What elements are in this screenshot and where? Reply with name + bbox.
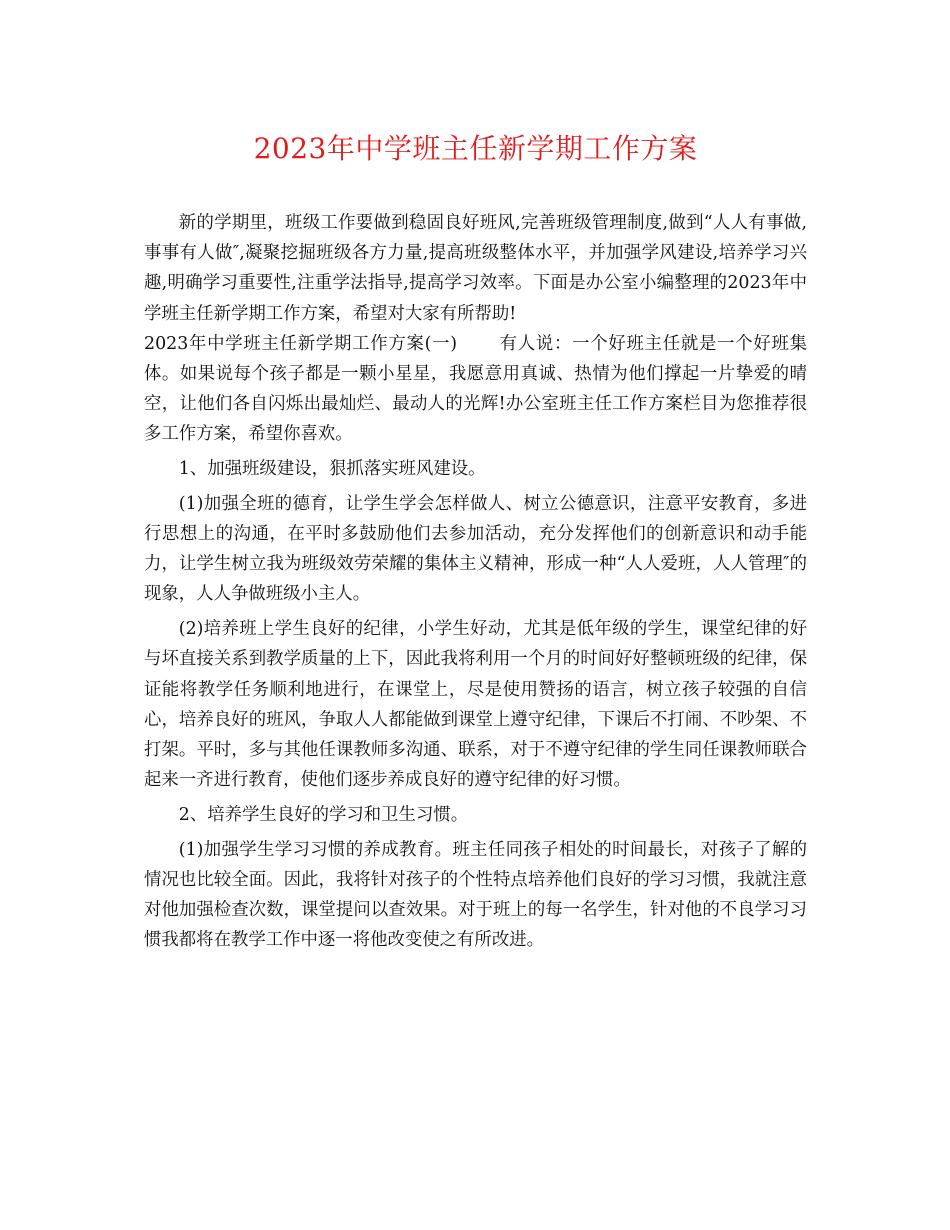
item-1-2-paragraph: (2)培养班上学生良好的纪律，小学生好动，尤其是低年级的学生，课堂纪律的好与坏直接关系到教学质量的上下，因此我将利用一个月的时间好好整顿班级的纪律，保证能将教学任务顺利地进行，在课堂上，尽是使用赞扬的语言，树立孩子较强的自信心，培养良好的班风，争取人人都能做到课堂上遵守纪律，下课后不打闹、不吵架、不打架。平时，多与其他任课教师多沟通、联系，对于不遵守纪律的学生同任课教师联合起来一齐进行教育，使他们逐步养成良好的遵守纪律的好习惯。: [144, 619, 807, 791]
item-1-heading: 1、加强班级建设，狠抓落实班风建设。: [178, 459, 486, 480]
document-title: 2023年中学班主任新学期工作方案: [253, 132, 698, 165]
item-2-1-paragraph: (1)加强学生学习习惯的养成教育。班主任同孩子相处的时间最长，对孩子了解的情况也比较全面。因此，我将针对孩子的个性特点培养他们良好的学习习惯，我就注意对他加强检查次数，课堂提问以查效果。对于班上的每一名学生，针对他的不良学习习惯我都将在教学工作中逐一将他改变使之有所改进。: [144, 839, 807, 951]
item-2-heading: 2、培养学生良好的学习和卫生习惯。: [178, 804, 469, 825]
item-1-1-paragraph: (1)加强全班的德育，让学生学会怎样做人、树立公德意识，注意平安教育，多进行思想上的沟通，在平时多鼓励他们去参加活动，充分发挥他们的创新意识和动手能力，让学生树立我为班级效劳荣耀的集体主义精神，形成一种“人人爱班，人人管理″的现象，人人争做班级小主人。: [144, 493, 807, 605]
section-one-heading: 2023年中学班主任新学期工作方案(一): [144, 333, 458, 354]
section-one-paragraph: [144, 329, 807, 450]
intro-paragraph: 新的学期里，班级工作要做到稳固良好班风,完善班级管理制度,做到“人人有事做,事事有人做″,凝聚挖掘班级各方力量,提高班级整体水平，并加强学风建设,培养学习兴趣,明确学习重要性,注重学法指导,提高学习效率。下面是办公室小编整理的2023年中学班主任新学期工作方案，希望对大家有所帮助!: [144, 213, 807, 324]
section-one-lead: 有人说：一个好班主任就是一个好班集体。如果说每个孩子都是一颗小星星，我愿意用真诚、热情为他们撑起一片挚爱的晴空，让他们各自闪烁出最灿烂、最动人的光辉!办公室班主任工作方案栏目为您推荐很多工作方案，希望你喜欢。: [144, 333, 807, 445]
